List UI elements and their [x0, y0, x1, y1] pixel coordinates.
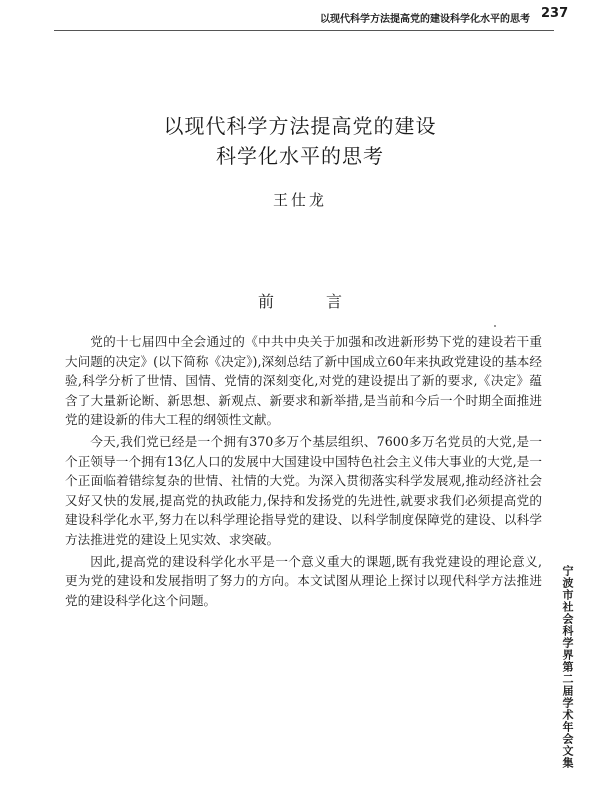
author-name: 王仕龙	[272, 191, 327, 209]
article-title-line-2: 科学化水平的思考	[216, 144, 384, 168]
article-body	[65, 332, 542, 612]
running-title: 以现代科学方法提高党的建设科学化水平的思考	[320, 14, 530, 25]
scan-speck	[494, 325, 496, 327]
article-title-line-1: 以现代科学方法提高党的建设	[163, 114, 437, 138]
section-heading: 前言	[257, 292, 394, 311]
running-header	[300, 8, 530, 26]
paragraph: 党的十七届四中全会通过的《中共中央关于加强和改进新形势下党的建设若干重大问题的决定》(以下简称《决定》),深刻总结了新中国成立60年来执政党建设的基本经验,科学分析了世情、国情、党情的深刻变化,对党的建设提出了新的要求,《决定》蕴含了大量新论断、新思想、新观点、新要求和新举措,是当前和今后一个时期全面推进党的建设新的伟大工程的纲领性文献。	[65, 334, 542, 428]
side-collection-label: 宁波市社会科学界第二届学术年会文集	[561, 565, 574, 769]
header-rule	[54, 30, 554, 31]
page-number: 237	[541, 6, 569, 21]
paragraph: 今天,我们党已经是一个拥有370多万个基层组织、7600多万名党员的大党,是一个正领导一个拥有13亿人口的发展中大国建设中国特色社会主义伟大事业的大党,是一个正面临着错综复杂的世情、社情的大党。为深入贯彻落实科学发展观,推动经济社会又好又快的发展,提高党的执政能力,保持和发扬党的先进性,就要求我们必须提高党的建设科学化水平,努力在以科学理论指导党的建设、以科学制度保障党的建设、以科学方法推进党的建设上见实效、求突破。	[65, 433, 542, 547]
paragraph: 因此,提高党的建设科学化水平是一个意义重大的课题,既有我党建设的理论意义,更为党的建设和发展指明了努力的方向。本文试图从理论上探讨以现代科学方法推进党的建设科学化这个问题。	[65, 553, 542, 608]
